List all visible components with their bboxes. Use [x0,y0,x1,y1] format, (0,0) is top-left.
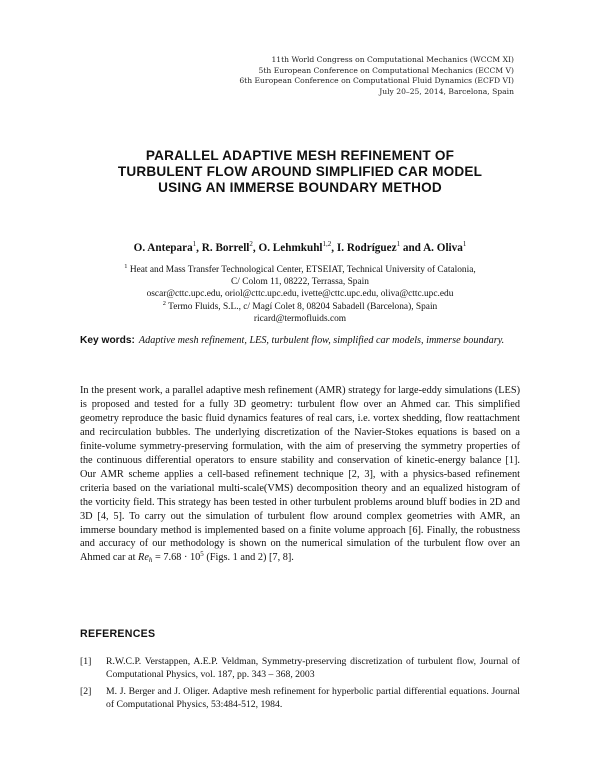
conference-line: 11th World Congress on Computational Mechanics (WCCM XI) [271,55,514,64]
author-separator: , [252,242,259,254]
conference-header [239,55,514,97]
author-separator: , [331,242,337,254]
keywords-label: Key words: [80,335,135,346]
reference-number: [1] [80,656,92,667]
reference-item [80,656,520,681]
author-affil-mark: 1 [396,240,401,248]
author-name: A. Oliva [423,242,463,254]
affiliation-1 [60,264,540,276]
affil-mark: 1 [124,263,128,270]
affiliation-text: Termo Fluids, S.L., c/ Magí Colet 8, 08204 Sabadell (Barcelona), Spain [165,301,438,312]
affiliation-emails: oscar@cttc.upc.edu, oriol@cttc.upc.edu, ivette@cttc.upc.edu, oliva@cttc.upc.edu [146,289,454,300]
affil-mark: 2 [162,299,166,307]
author-affil-mark: 2 [249,240,253,248]
reference-number: [2] [80,686,92,698]
paper-title [60,148,540,196]
reference-item [80,686,520,711]
author-separator: , [196,242,202,254]
affiliation-address: C/ Colom 11, 08222, Terrassa, Spain [231,277,369,288]
conference-line: 5th European Conference on Computational Mechanics (ECCM V) [258,65,514,75]
reynolds-exponent: 5 [200,550,204,559]
keywords [80,334,518,348]
keywords-text: Adaptive mesh refinement, LES, turbulent flow, simplified car models, immerse boundary. [138,335,505,346]
reynolds-value: = 7.68 · 10 [152,552,201,564]
author-name: R. Borrell [201,242,250,254]
author-affil-mark: 1,2 [322,240,332,248]
affiliation-text: Heat and Mass Transfer Technological Center, ETSEIAT, Technical University of Catalonia, [127,265,476,275]
abstract-paragraph [80,384,520,565]
title-line: TURBULENT FLOW AROUND SIMPLIFIED CAR MODEL [117,164,483,179]
reynolds-subscript-text: h [148,556,153,565]
reference-list [80,656,520,716]
references-heading: REFERENCES [80,628,156,640]
abstract-text: In the present work, a parallel adaptive mesh refinement (AMR) strategy for large-eddy simulations (LES) is proposed and tested for a fully 3D geometry: turbulent flow over an Ahmed car. This simplified geometry reproduce the basic fluid dynamics features of real cars, i.e. vortex shedding, flow reattachment and recirculation bubbles. The underlying discretization of the Navier-Stokes equations is based on a finite-volume symmetry-preserving formulation, with the aim of preserving the symmetry properties of the continuous differential operators to ensure stability and conservation of kinetic-energy balance [1]. Our AMR scheme applies a cell-based refinement technique [2, 3], with a physics-based refinement criteria based on the variational multi-scale(VMS) decomposition theory and an equalized histogram of the vorticity field. This strategy has been tested in other turbulent problems around bluff bodies in 2D and 3D [4, 5]. To carry out the simulation of turbulent flow around complex geometries with AMR, an immerse boundary method is implemented based on a finite volume approach [6]. Finally, the robustness and accuracy of our methodology is shown on the numerical simulation of the turbulent flow over an Ahmed car at [80,385,520,564]
affiliations [60,264,540,325]
author-affil-mark: 1 [192,240,197,248]
author-name: O. Antepara [133,242,193,254]
conference-line: 6th European Conference on Computational Fluid Dynamics (ECFD VI) [239,76,514,86]
affiliation-2 [60,301,540,313]
title-line: PARALLEL ADAPTIVE MESH REFINEMENT OF [145,148,455,163]
reynolds-symbol: Re [138,552,149,564]
conference-date: July 20–25, 2014, Barcelona, Spain [379,86,514,96]
title-line: USING AN IMMERSE BOUNDARY METHOD [158,180,442,195]
author-affil-mark: 1 [462,240,467,248]
author-and: and [400,242,424,254]
author-list [60,242,540,254]
author-name: I. Rodríguez [336,242,397,254]
reference-text: R.W.C.P. Verstappen, A.E.P. Veldman, Symmetry-preserving discretization of turbulent flow, Journal of Computational Physics, vol. 187, pp. 343 – 368, 2003 [106,656,520,680]
abstract-text-end: (Figs. 1 and 2) [7, 8]. [203,552,294,564]
author-name: O. Lehmkuhl [258,242,323,254]
reference-text: M. J. Berger and J. Oliger. Adaptive mesh refinement for hyperbolic partial differential equations. Journal of Computational Physics, 53:484-512, 1984. [106,686,520,710]
affiliation-email: ricard@termofluids.com [253,313,347,324]
